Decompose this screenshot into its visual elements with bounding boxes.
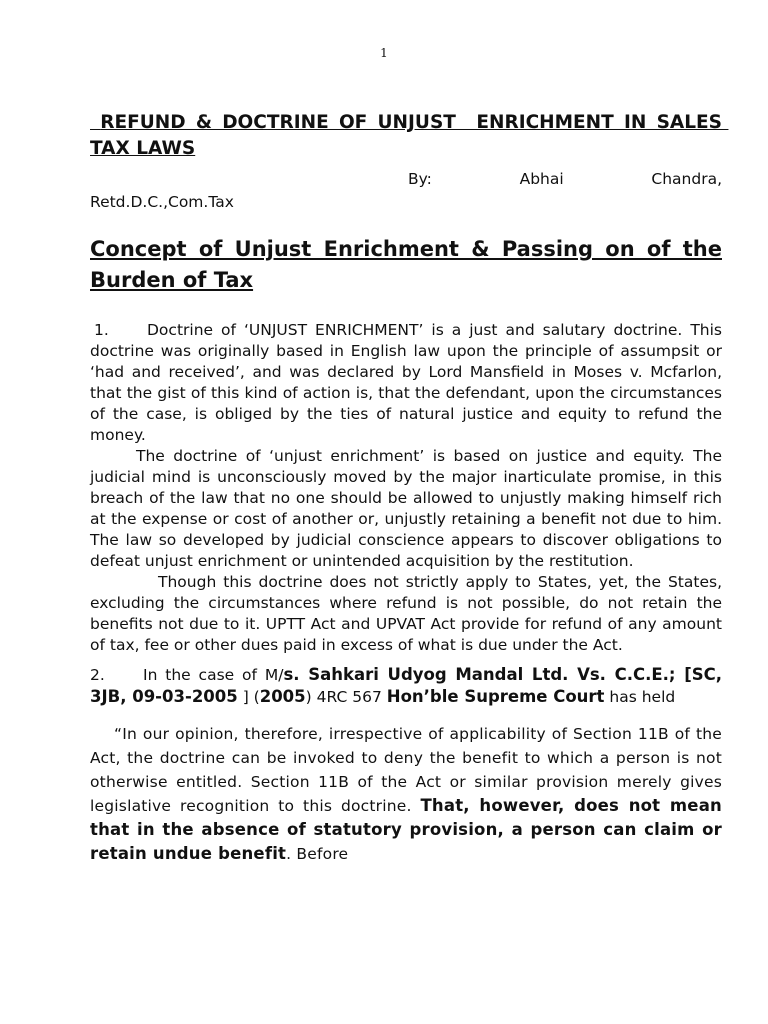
author-first-name: Abhai xyxy=(519,170,564,188)
paragraph-3: Though this doctrine does not strictly apply to States, yet, the States, excluding the circumstances where refund is not possible, do not retain the benefits not due to it. UPTT Act and UPVAT Act provide for refund of any amount of tax, fee or other dues paid in excess of what is due under the Act. xyxy=(90,573,722,654)
paragraph-1 xyxy=(90,320,722,446)
quote-bold-text: That, however, does not mean that in the absence of statutory provision, a person can claim or retain undue benefit xyxy=(90,796,722,863)
paragraph-number: 1. xyxy=(94,321,109,339)
paragraph-quote xyxy=(90,722,722,866)
case-held: has held xyxy=(604,688,676,706)
by-label: By: xyxy=(408,170,432,188)
document-body xyxy=(90,110,729,866)
paragraph-case-citation xyxy=(90,664,722,708)
paragraph-1-text: Doctrine of ‘UNJUST ENRICHMENT’ is a just and salutary doctrine. This doctrine was originally based in English law upon the principle of assumpsit or ‘had and received’, and was declared by Lord Mansfield in Moses v. Mcfarlon, that the gist of this kind of action is, that the defendant, upon the circumstances of the case, is obliged by the ties of natural justice and equity to refund the money. xyxy=(90,321,722,444)
case-year: 2005 xyxy=(259,687,306,706)
case-bracket: ] ( xyxy=(237,688,260,706)
byline xyxy=(90,168,722,214)
author-last-name: Chandra, xyxy=(651,170,722,188)
court-name: Hon’ble Supreme Court xyxy=(386,687,605,706)
author-row xyxy=(408,168,722,191)
page-number: 1 xyxy=(380,46,388,60)
quote-tail: . Before xyxy=(286,845,349,863)
author-designation: Retd.D.C.,Com.Tax xyxy=(90,193,234,211)
paragraph-number: 2. xyxy=(90,666,105,684)
quote-text: “In our opinion, therefore, irrespective of applicability of Section 11B of the Act, the doctrine can be invoked to deny the benefit to which a person is not otherwise entitled. Section 11B of the Act or similar provision merely gives legislative recognition to this doctrine. xyxy=(90,725,722,815)
case-name: s. Sahkari Udyog Mandal Ltd. Vs. C.C.E.; [SC, 3JB, 09-03-2005 xyxy=(90,665,722,706)
case-intro: In the case of M/ xyxy=(143,666,284,684)
section-heading: Concept of Unjust Enrichment & Passing on of the Burden of Tax xyxy=(90,237,722,292)
paragraph-2: The doctrine of ‘unjust enrichment’ is based on justice and equity. The judicial mind is unconsciously moved by the major inarticulate promise, in this breach of the law that no one should be allowed to unjustly making himself rich at the expense or cost of another or, unjustly retaining a benefit not due to him. The law so developed by judicial conscience appears to discover obligations to defeat unjust enrichment or unintended acquisition by the restitution. xyxy=(90,447,722,570)
case-citation: ) 4RC 567 xyxy=(305,688,387,706)
document-title: REFUND & DOCTRINE OF UNJUST ENRICHMENT IN SALES TAX LAWS xyxy=(90,112,729,159)
